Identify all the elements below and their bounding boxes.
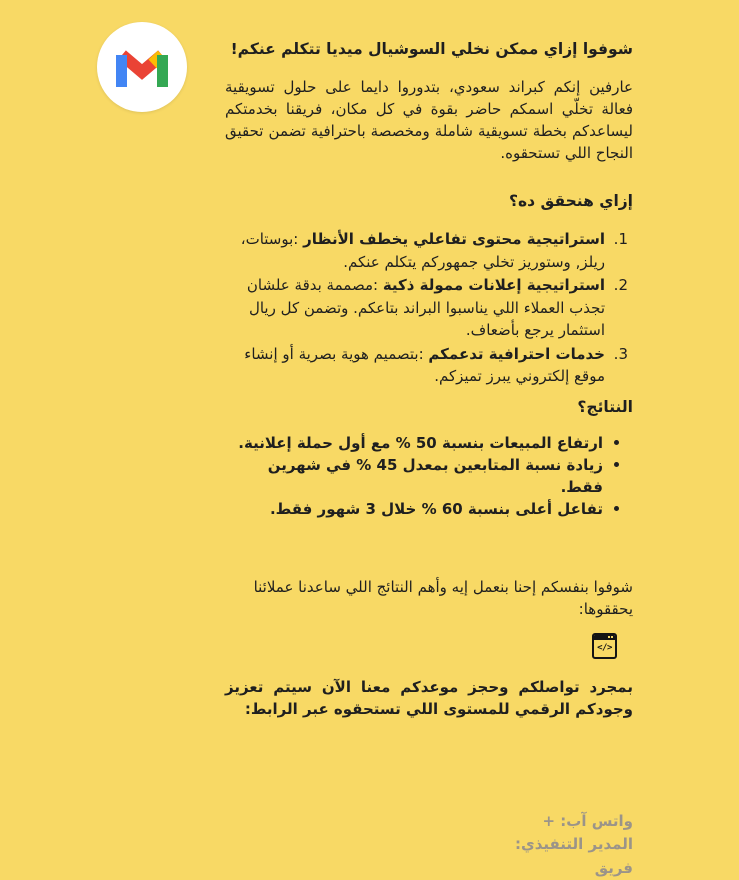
- bullet-icon: [614, 462, 619, 467]
- list-item-text: :بوستات، ريلز, وستوريز تخلي جمهوركم يتكلم عنكم.: [241, 230, 605, 271]
- email-title: شوفوا إزاي ممكن نخلي السوشيال ميديا تتكلم عنكم!: [225, 38, 633, 60]
- intro-paragraph: عارفين إنكم كبراند سعودي، بتدوروا دايما على حلول تسويقية فعالة تخلّي اسمكم حاضر بقوة في كل مكان، فريقنا بخدمتكم ليساعدكم بخطة تسويقية شاملة ومخصصة باحترافية تضمن تحقيق النجاح اللي تستحقوه.: [225, 76, 633, 164]
- bullet-icon: [614, 440, 619, 445]
- result-text: ارتفاع المبيعات بنسبة 50 % مع أول حملة إعلانية.: [238, 434, 603, 452]
- list-item-text: :مصممة بدقة علشان تجذب العملاء اللي يناسبوا البراند بتاعكم. وتضمن كل ريال استثمار يرجع بأضعاف.: [247, 276, 605, 339]
- list-item: [225, 343, 633, 388]
- signature-block: [225, 810, 633, 880]
- gmail-m-icon: [116, 47, 168, 87]
- showcase-embed-row: [225, 633, 633, 660]
- list-item: [225, 498, 633, 520]
- list-marker: 2.: [614, 274, 628, 297]
- signature-whatsapp: واتس آب: +: [225, 810, 633, 834]
- list-item: [225, 228, 633, 273]
- broken-embed-icon[interactable]: [592, 633, 617, 659]
- list-item-text: :بتصميم هوية بصرية أو إنشاء موقع إلكتروني يبرز تميزكم.: [244, 345, 605, 386]
- list-marker: 3.: [614, 343, 628, 366]
- list-item: [225, 432, 633, 454]
- list-item: [225, 274, 633, 342]
- result-text: تفاعل أعلى بنسبة 60 % خلال 3 شهور فقط.: [270, 500, 603, 518]
- bullet-icon: [614, 506, 619, 511]
- code-glyph: </>: [594, 640, 615, 656]
- strategy-list: [225, 228, 633, 388]
- list-item-bold: استراتيجية إعلانات ممولة ذكية: [383, 276, 605, 294]
- list-marker: 1.: [614, 228, 628, 251]
- email-content: [225, 38, 633, 880]
- list-item-bold: خدمات احترافية تدعمكم: [428, 345, 605, 363]
- how-heading: إزاي هنحقق ده؟: [225, 190, 633, 212]
- cta-paragraph: بمجرد تواصلكم وحجز موعدكم معنا الآن سيتم تعزيز وجودكم الرقمي للمستوى اللي تستحقوه عبر الرابط:: [225, 676, 633, 721]
- showcase-paragraph: شوفوا بنفسكم إحنا بنعمل إيه وأهم النتائج اللي ساعدنا عملائنا يحققوها:: [225, 576, 633, 620]
- results-list: [225, 432, 633, 520]
- list-item-bold: استراتيجية محتوى تفاعلي يخطف الأنظار: [303, 230, 605, 248]
- result-text: زيادة نسبة المتابعين بمعدل 45 % في شهرين فقط.: [268, 456, 603, 496]
- list-item: [225, 454, 633, 498]
- signature-team: فريق: [225, 857, 633, 880]
- gmail-logo: [97, 22, 187, 112]
- results-heading: النتائج؟: [225, 396, 633, 418]
- signature-director: المدير التنفيذي:: [225, 833, 633, 857]
